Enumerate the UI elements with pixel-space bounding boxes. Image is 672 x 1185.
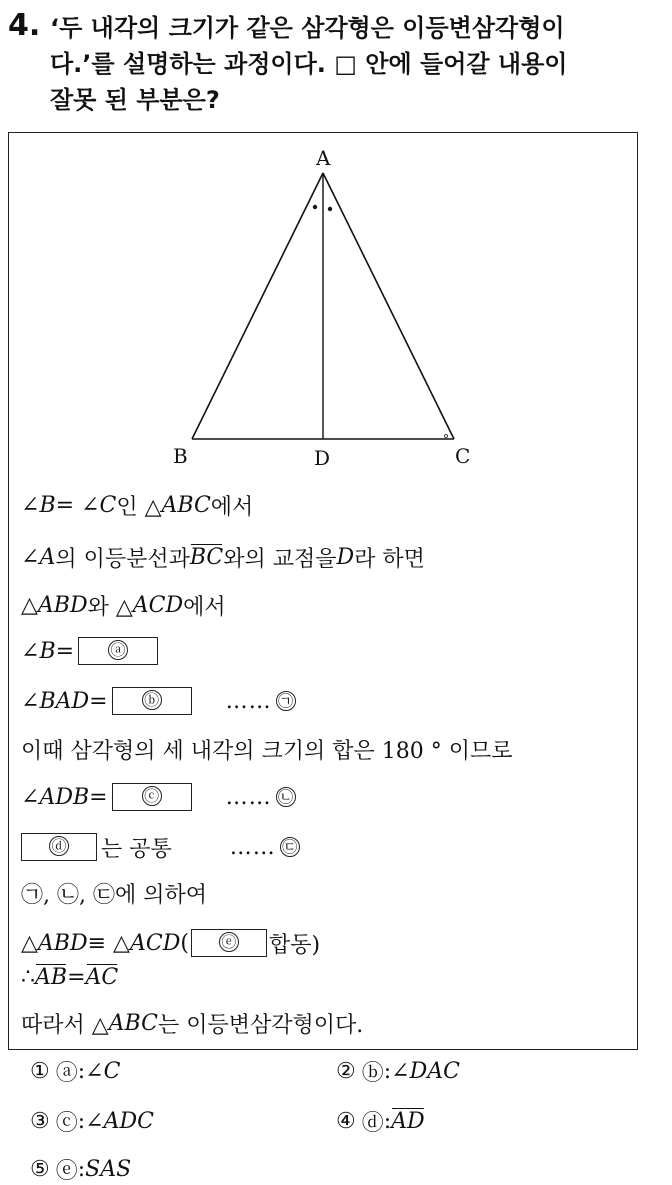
- paren-open: (: [180, 930, 189, 956]
- segment-bc: BC: [189, 544, 224, 570]
- ellipsis: ……: [225, 688, 272, 714]
- text-segment: 라 하면: [354, 546, 425, 572]
- math-var: BAD: [39, 688, 90, 714]
- angle-symbol: ∠: [21, 492, 40, 518]
- blank-label-b: ⓑ: [142, 690, 162, 710]
- therefore-symbol: ∴: [21, 964, 35, 990]
- angle-symbol: ∠: [21, 638, 40, 664]
- angle-symbol: ∠: [85, 1059, 104, 1084]
- side-ac: [323, 173, 454, 439]
- choice-value: SAS: [85, 1157, 132, 1182]
- choice-1[interactable]: [30, 1056, 120, 1087]
- proof-line-9: ㉠, ㉡, ㉢에 의하여: [21, 882, 207, 908]
- text-segment: 따라서 △: [21, 1012, 109, 1038]
- choice-letter: ⓒ: [55, 1111, 78, 1136]
- choice-letter: ⓔ: [55, 1159, 78, 1184]
- choice-sep: :: [77, 1157, 86, 1182]
- triangle-symbol: △: [21, 592, 38, 618]
- angle-symbol: ∠: [21, 544, 40, 570]
- segment-ac: AC: [85, 964, 119, 990]
- blank-label-e: ⓔ: [219, 932, 239, 952]
- proof-box: [8, 132, 638, 1050]
- label-d: D: [314, 446, 331, 470]
- proof-line-11: [21, 961, 118, 993]
- angle-mark-left: [313, 205, 317, 209]
- choice-sep: :: [383, 1059, 392, 1084]
- congruent-symbol: ≡ △: [87, 930, 130, 956]
- text-segment: 합동): [268, 932, 321, 958]
- choice-letter: ⓐ: [55, 1061, 78, 1086]
- choice-4[interactable]: [336, 1106, 425, 1137]
- blank-box-c: [112, 783, 192, 811]
- text-segment: 에서: [183, 594, 226, 620]
- blank-label-c: ⓒ: [142, 786, 162, 806]
- proof-line-7: [21, 781, 296, 813]
- angle-mark-c: [445, 435, 448, 438]
- proof-line-3: [21, 589, 226, 621]
- text-segment: 는 공통: [101, 836, 172, 862]
- blank-box-e: [191, 929, 267, 957]
- proof-line-4: [21, 635, 162, 667]
- angle-symbol: ∠: [21, 784, 40, 810]
- text-segment: 와 △: [87, 594, 133, 620]
- choice-value: C: [103, 1059, 121, 1084]
- choice-number: ①: [30, 1059, 50, 1084]
- choice-number: ⑤: [30, 1157, 50, 1182]
- equals: =: [55, 638, 75, 664]
- math-var: ABC: [161, 492, 211, 518]
- angle-symbol: ∠: [391, 1059, 410, 1084]
- triangle-symbol: △: [21, 930, 38, 956]
- choice-number: ④: [336, 1109, 356, 1134]
- question-line-2: 다.’를 설명하는 과정이다. □ 안에 들어갈 내용이: [50, 50, 568, 78]
- segment-ab: AB: [35, 964, 68, 990]
- choice-5[interactable]: [30, 1154, 131, 1185]
- mark-digeut: ㉢: [280, 837, 300, 857]
- math-var: ABC: [108, 1010, 158, 1036]
- blank-box-a: [78, 637, 158, 665]
- choice-2[interactable]: [336, 1056, 460, 1087]
- proof-line-1: [21, 489, 253, 521]
- math-var: D: [336, 544, 355, 570]
- label-c: C: [455, 444, 471, 468]
- proof-line-12: [21, 1007, 363, 1039]
- equals-angle: = ∠: [55, 492, 100, 518]
- choice-3[interactable]: [30, 1106, 154, 1137]
- math-var: ACD: [129, 930, 181, 956]
- math-var: ABD: [37, 930, 88, 956]
- question-line-1: ‘두 내각의 크기가 같은 삼각형은 이등변삼각형이: [50, 14, 565, 42]
- text-segment: 는 이등변삼각형이다.: [157, 1012, 364, 1038]
- angle-symbol: ∠: [85, 1109, 104, 1134]
- mark-giyeok: ㉠: [276, 691, 296, 711]
- label-a: A: [316, 146, 331, 170]
- choice-value: DAC: [409, 1059, 460, 1084]
- proof-line-6: 이때 삼각형의 세 내각의 크기의 합은 180 ° 이므로: [21, 738, 513, 764]
- math-var: ACD: [132, 592, 184, 618]
- math-var: A: [39, 544, 56, 570]
- proof-line-5: [21, 685, 296, 717]
- math-var: C: [99, 492, 117, 518]
- math-var: ABD: [37, 592, 88, 618]
- math-var: ADB: [39, 784, 90, 810]
- math-var: B: [39, 638, 56, 664]
- ellipsis: ……: [229, 834, 276, 860]
- choice-value: ADC: [103, 1109, 154, 1134]
- choice-number: ③: [30, 1109, 50, 1134]
- blank-label-a: ⓐ: [108, 640, 128, 660]
- math-var: B: [39, 492, 56, 518]
- equals: =: [89, 784, 108, 810]
- side-ab: [192, 173, 323, 439]
- proof-line-8: [21, 831, 300, 863]
- choice-sep: :: [383, 1109, 392, 1134]
- blank-box-d: [21, 833, 97, 861]
- text-segment: 와의 교점을: [223, 546, 337, 572]
- question-number: 4.: [8, 8, 41, 43]
- question-text: [50, 10, 660, 118]
- label-b: B: [173, 444, 188, 468]
- text-segment: 인 △: [116, 494, 162, 520]
- choice-number: ②: [336, 1059, 356, 1084]
- question-line-3: 잘못 된 부분은?: [50, 86, 220, 114]
- text-segment: 의 이등분선과: [55, 546, 190, 572]
- blank-label-d: ⓓ: [49, 836, 69, 856]
- choice-value-segment: AD: [391, 1109, 425, 1134]
- triangle-figure: [9, 133, 637, 473]
- choice-letter: ⓓ: [361, 1111, 384, 1136]
- blank-box-b: [112, 687, 192, 715]
- proof-line-10: [21, 927, 320, 959]
- proof-line-2: [21, 541, 425, 573]
- mark-nieun: ㉡: [276, 787, 296, 807]
- choice-letter: ⓑ: [361, 1061, 384, 1086]
- ellipsis: ……: [225, 784, 272, 810]
- angle-symbol: ∠: [21, 688, 40, 714]
- choice-sep: :: [77, 1109, 86, 1134]
- equals: =: [89, 688, 108, 714]
- text-segment: 에서: [210, 494, 254, 520]
- choice-sep: :: [77, 1059, 86, 1084]
- equals: =: [67, 964, 86, 990]
- angle-mark-right: [328, 207, 332, 211]
